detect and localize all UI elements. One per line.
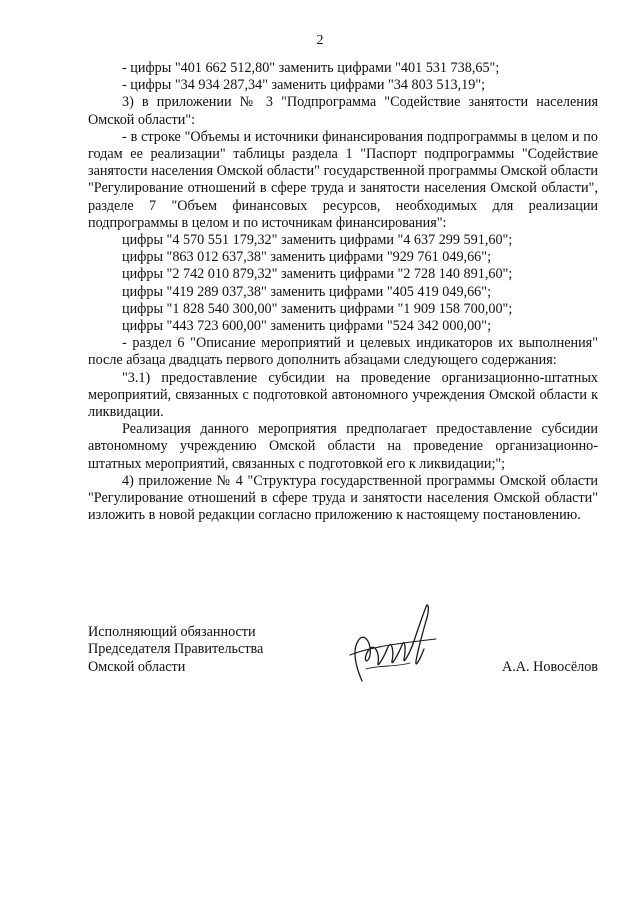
paragraph: - цифры "401 662 512,80" заменить цифрами "401 531 738,65"; <box>122 60 500 76</box>
paragraph: "3.1) предоставление субсидии на проведение организационно-штатных мероприятий, связанных с подготовкой автономного учреждения Омской области к ликвидации. <box>88 369 598 421</box>
paragraph: цифры "443 723 600,00" заменить цифрами "524 342 000,00"; <box>122 318 492 335</box>
signatory-position-line: Омской области <box>88 658 186 675</box>
paragraph: цифры "1 828 540 300,00" заменить цифрами "1 909 158 700,00"; <box>122 300 513 317</box>
signatory-name: А.А. Новосёлов <box>502 659 598 675</box>
signatory-position <box>88 624 263 676</box>
handwritten-signature <box>340 597 450 687</box>
signatory-position-line: Исполняющий обязанности <box>88 624 256 640</box>
paragraph: - цифры "34 934 287,34" заменить цифрами "34 803 513,19"; <box>122 77 486 94</box>
paragraph: - в строке "Объемы и источники финансирования подпрограммы в целом и по годам ее реализации" таблицы раздела 1 "Паспорт подпрограммы "Содействие занятости населения Омской области" государственной программы Омской области "Регулирование отношений в сфере труда и занятости населения Омской области", разделе 7 "Объем финансовых ресурсов, необходимых для реализации подпрограммы в целом и по источникам финансирования": <box>88 128 598 231</box>
document-body <box>88 60 598 524</box>
paragraph: 4) приложение № 4 "Структура государственной программы Омской области "Регулирование отношений в сфере труда и занятости населения Омской области" изложить в новой редакции согласно приложению к настоящему постановлению. <box>88 472 598 524</box>
paragraph: - раздел 6 "Описание мероприятий и целевых индикаторов их выполнения" после абзаца двадцать первого дополнить абзацами следующего содержания: <box>88 335 598 369</box>
paragraph: цифры "863 012 637,38" заменить цифрами "929 761 049,66"; <box>122 249 492 266</box>
paragraph: 3) в приложении № 3 "Подпрограмма "Содействие занятости населения Омской области": <box>88 94 598 128</box>
page-number: 2 <box>316 33 324 48</box>
paragraph: Реализация данного мероприятия предполагает предоставление субсидии автономному учреждению Омской области на проведение организационно-штатных мероприятий, связанных с подготовкой его к ликвидации;"; <box>88 421 598 472</box>
paragraph: цифры "2 742 010 879,32" заменить цифрами "2 728 140 891,60"; <box>122 266 513 283</box>
paragraph: цифры "4 570 551 179,32" заменить цифрами "4 637 299 591,60"; <box>122 232 513 249</box>
signatory-position-line: Председателя Правительства <box>88 641 264 658</box>
paragraph: цифры "419 289 037,38" заменить цифрами "405 419 049,66"; <box>122 283 492 300</box>
